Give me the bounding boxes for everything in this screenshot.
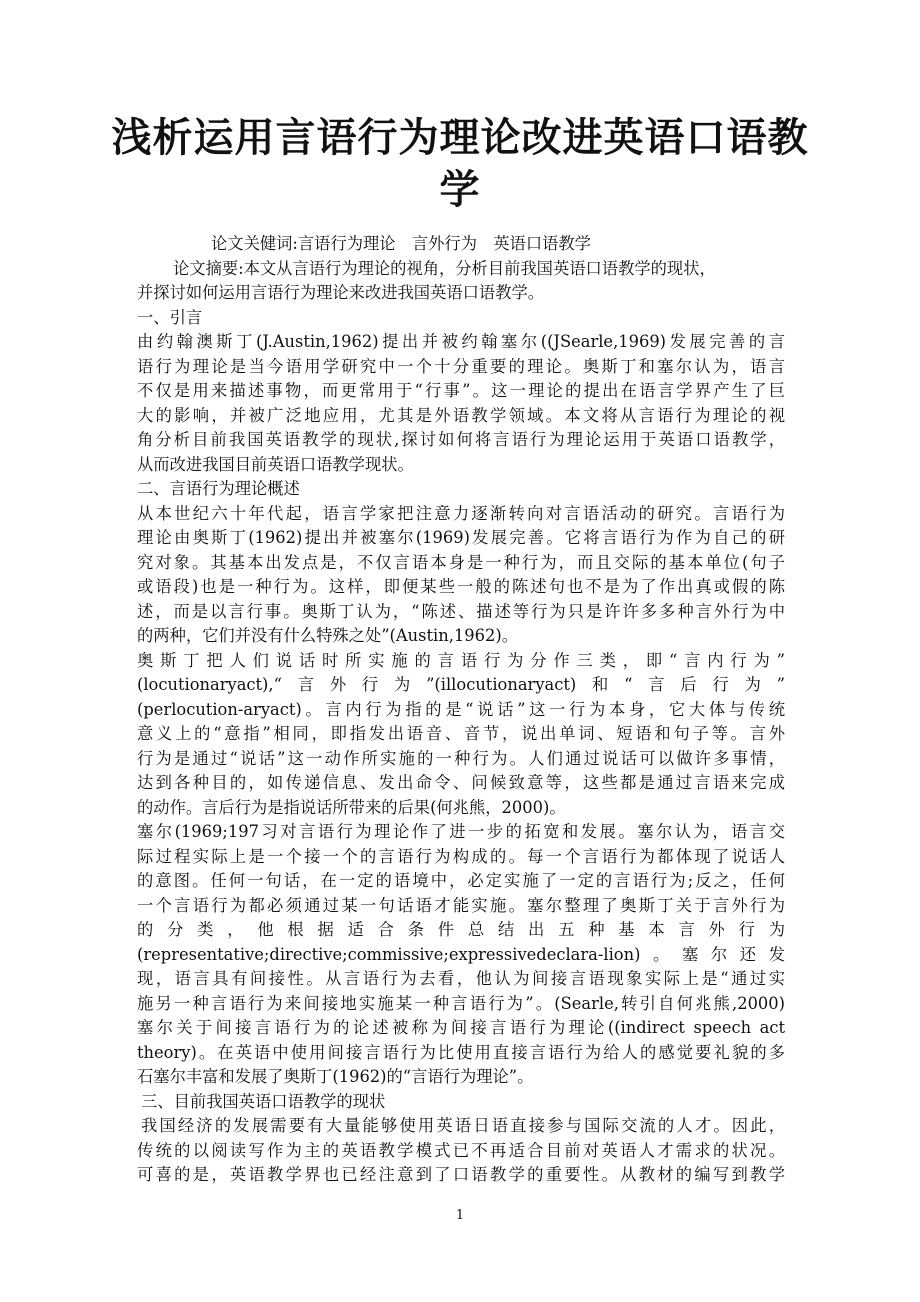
keywords-line: 论文关健词:言语行为理论 言外行为 英语口语教学 (211, 234, 591, 253)
paragraph-line: 我国经济的发展需要有大量能够使用英语日语直接参与国际交流的人才。因此， (141, 1116, 785, 1135)
paragraph-line: (locutionaryact),“言外行为”(illocutionaryact)和“言后行为” (137, 675, 785, 694)
paragraph-line: theory)。在英语中使用间接言语行为比使用直接言语行为给人的感觉要礼貌的多 (137, 1042, 785, 1062)
paragraph-line: 语行为理论是当今语用学研究中一个十分重要的理论。奥斯丁和塞尔认为，语言 (137, 356, 785, 376)
paragraph-line: 石塞尔丰富和发展了奥斯丁(1962)的“言语行为理论”。 (137, 1067, 534, 1086)
paragraph-line: (representative;directive;commissive;expressivedeclara-lion)。塞尔还发 (137, 944, 785, 964)
abstract-line: 论文摘要:本文从言语行为理论的视角，分析目前我国英语口语教学的现状， (173, 258, 716, 278)
paragraph-line: 塞尔关于间接言语行为的论述被称为间接言语行为理论((indirect speech act (137, 1018, 785, 1037)
title-line-1: 浅析运用言语行为理论改进英语口语教 (111, 115, 809, 161)
paragraph-line: 由约翰澳斯丁(J.Austin,1962)提出并被约翰塞尔((JSearle,1969)发展完善的言 (137, 332, 785, 351)
paragraph-line: 或语段)也是一种行为。这样，即便某些一般的陈述句也不是为了作出真或假的陈 (137, 577, 785, 596)
paragraph-line: 可喜的是，英语教学界也已经注意到了口语教学的重要性。从教材的编写到教学 (137, 1165, 785, 1184)
paragraph-line: 奥斯丁把人们说话时所实施的言语行为分作三类，即“言内行为” (137, 650, 785, 670)
paragraph-line: 述，而是以言行事。奥斯丁认为，“陈述、描述等行为只是许许多多种言外行为中 (137, 601, 785, 621)
title-line-2: 学 (439, 167, 481, 213)
paragraph-line: 现，语言具有间接性。从言语行为去看，他认为间接言语现象实际上是“通过实 (137, 969, 785, 988)
paragraph-line: (perlocution-aryact)。言内行为指的是“说话”这一行为本身，它大体与传统 (137, 699, 785, 719)
section-heading: 一、引言 (137, 307, 203, 327)
paragraph-line: 的意图。任何一句话，在一定的语境中，必定实施了一定的言语行为;反之，任何 (137, 871, 785, 890)
paragraph-line: 传统的以阅读写作为主的英语教学模式已不再适合目前对英语人才需求的状况。 (137, 1140, 785, 1160)
paragraph-line: 行为是通过“说话”这一动作所实施的一种行为。人们通过说话可以做许多事情， (137, 748, 785, 768)
section-heading: 三、目前我国英语口语教学的现状 (141, 1091, 386, 1111)
paragraph-line: 际过程实际上是一个接一个的言语行为构成的。每一个言语行为都体现了说话人 (137, 846, 785, 866)
abstract-line: 并探讨如何运用言语行为理论来改进我国英语口语教学。 (137, 283, 545, 302)
paragraph-line: 从本世纪六十年代起，语言学家把注意力逐渐转向对言语活动的研究。言语行为 (137, 503, 785, 523)
paragraph-line: 一个言语行为都必须通过某一句话语才能实施。塞尔整理了奥斯丁关于言外行为 (137, 895, 785, 915)
paragraph-line: 塞尔(1969;197习对言语行为理论作了进一步的拓宽和发展。塞尔认为，语言交 (137, 822, 785, 841)
article-body (137, 232, 785, 1188)
paragraph-line: 的动作。言后行为是指说话所带来的后果(何兆熊，2000)。 (137, 797, 566, 817)
paragraph-line: 从而改进我国目前英语口语教学现状。 (137, 454, 414, 474)
paragraph-line: 达到各种目的，如传递信息、发出命令、问候致意等，这些都是通过言语来完成 (137, 773, 785, 792)
page-number: 1 (455, 1208, 465, 1223)
paragraph-line: 意义上的“意指”相同，即指发出语音、音节，说出单词、短语和句子等。言外 (137, 724, 785, 743)
paragraph-line: 理论由奥斯丁(1962)提出并被塞尔(1969)发展完善。它将言语行为作为自己的研 (137, 528, 785, 547)
paragraph-line: 角分析目前我国英语教学的现状,探讨如何将言语行为理论运用于英语口语教学， (137, 430, 785, 449)
paragraph-line: 施另一种言语行为来间接地实施某一种言语行为”。(Searle,转引自何兆熊,2000) (137, 993, 785, 1013)
paragraph-line: 不仅是用来描述事物，而更常用于“行事”。这一理论的提出在语言学界产生了巨 (137, 381, 785, 400)
paragraph-line: 究对象。其基本出发点是，不仅言语本身是一种行为，而且交际的基本单位(句子 (137, 552, 785, 572)
section-heading: 二、言语行为理论概述 (137, 479, 300, 498)
paragraph-line: 的分类，他根据适合条件总结出五种基本言外行为 (137, 920, 785, 939)
paragraph-line: 的两种，它们并没有什么特殊之处”(Austin,1962)。 (137, 626, 518, 645)
paragraph-line: 大的影响，并被广泛地应用，尤其是外语教学领域。本文将从言语行为理论的视 (137, 405, 785, 425)
page-title (0, 112, 920, 216)
